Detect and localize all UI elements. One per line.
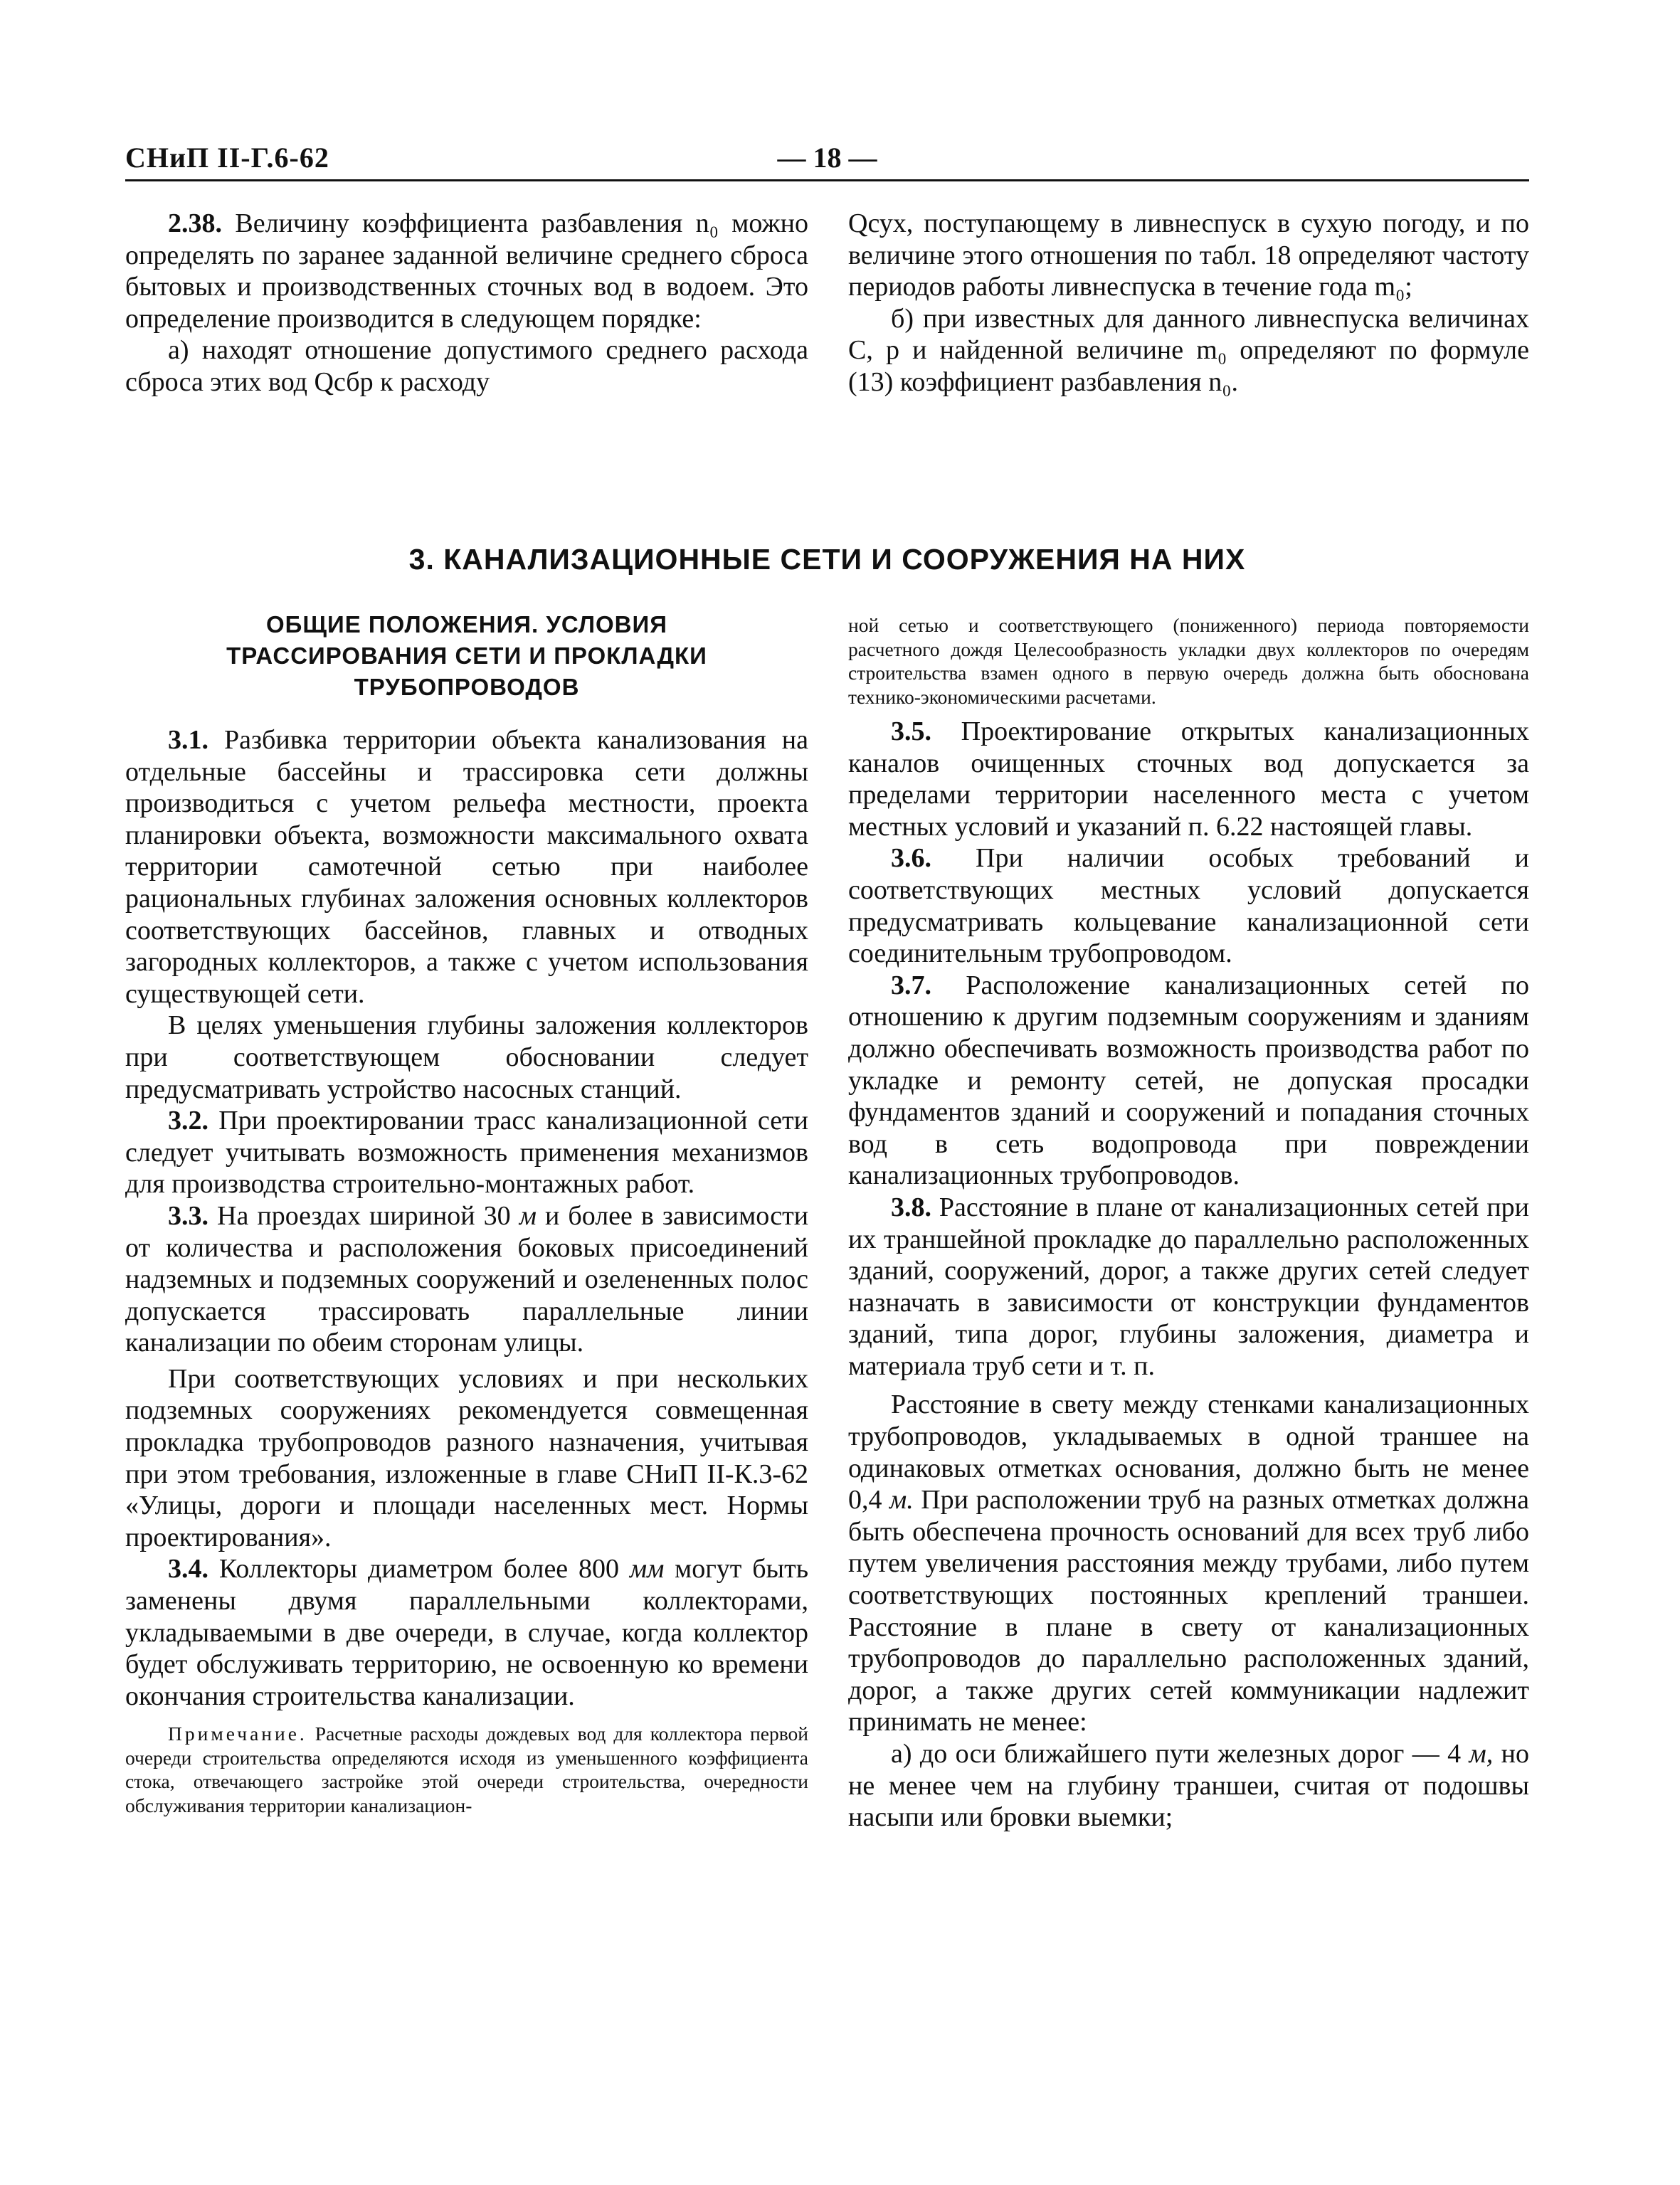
- clause-number: 2.38.: [168, 208, 222, 238]
- paragraph-text: Коллекторы диаметром более 800: [218, 1554, 619, 1584]
- paragraph-text: но не менее чем на глубину траншеи, считая от подошвы насыпи или бровки выемки;: [848, 1739, 1530, 1833]
- paragraph-2-38-a: [125, 334, 808, 398]
- paragraph-text: могут быть заменены двумя параллельными коллекторами, укладываемыми в две очереди, в случае, когда коллектор будет обслуживать территорию, не освоенную ко времени окончания строительства канализации.: [125, 1554, 809, 1711]
- paragraph-3-6: [848, 842, 1529, 969]
- paragraph-3-8-b: [848, 1389, 1529, 1738]
- paragraph-text: На проездах шириной 30: [217, 1200, 511, 1231]
- unit: м,: [1469, 1739, 1494, 1769]
- paragraph-2-38-b: [848, 303, 1529, 398]
- note-text: ной сетью и соответствующего (пониженного) периода повторяемости расчетного дождя Целесообразность укладки двух коллекторов по очередям строительства взамен одного в первую очередь должна быть обоснована технико-экономическими расчетами.: [848, 614, 1529, 708]
- subsection-title-line: ТРАССИРОВАНИЯ СЕТИ И ПРОКЛАДКИ: [226, 642, 707, 669]
- unit: мм: [629, 1554, 665, 1584]
- paragraph-text: б) при известных для данного ливнеспуска величинах C, p и найденной величине m₀ определяют по формуле (13) коэффициент разбавления n₀.: [848, 303, 1529, 397]
- paragraph-text: При соответствующих условиях и при нескольких подземных сооружениях рекомендуется совмещенная прокладка трубопроводов разного назначения, учитывая при этом требования, изложенные в главе СНиП II-К.3-62 «Улицы, дороги и площади населенных мест. Нормы проектирования».: [125, 1363, 808, 1552]
- document-code: СНиП II-Г.6-62: [125, 142, 329, 174]
- paragraph-3-7: [848, 970, 1529, 1192]
- paragraph-2-38: [125, 208, 808, 334]
- paragraph-3-5: [848, 716, 1529, 842]
- paragraph-3-3: [125, 1200, 808, 1359]
- paragraph-text: Разбивка территории объекта канализования на отдельные бассейны и трассировка сети должны производиться с учетом рельефа местности, проекта планировки объекта, возможности максимального охвата территории самотечной сетью при наиболее рациональных глубинах заложения основных коллекторов соответствующих бассейнов, главных и отводных загородных коллекторов, а также с учетом использования существующей сети.: [125, 725, 808, 1009]
- subsection-title-line: ОБЩИЕ ПОЛОЖЕНИЯ. УСЛОВИЯ: [266, 611, 667, 637]
- clause-number: 3.2.: [168, 1106, 208, 1136]
- paragraph-3-1: [125, 724, 808, 1010]
- clause-number: 3.1.: [168, 725, 208, 755]
- paragraph-3-4: [125, 1553, 808, 1712]
- top-left-column: [125, 208, 808, 398]
- unit: м: [519, 1200, 537, 1231]
- paragraph-text: а) находят отношение допустимого среднего расхода сброса этих вод Qсбр к расходу: [125, 335, 808, 397]
- paragraph-3-1-b: [125, 1010, 808, 1105]
- paragraph-text: а) до оси ближайшего пути железных дорог — 4: [891, 1739, 1462, 1769]
- clause-number: 3.5.: [891, 716, 931, 746]
- right-column: [848, 613, 1529, 1834]
- clause-number: 3.8.: [891, 1192, 931, 1222]
- paragraph-text: При проектировании трасс канализационной сети следует учитывать возможность применения механизмов для производства строительно-монтажных работ.: [125, 1106, 808, 1200]
- top-right-column: [848, 208, 1529, 398]
- clause-number: 3.7.: [891, 970, 931, 1000]
- subsection-title: [125, 609, 808, 703]
- paragraph-text: Величину коэффициента разбавления n₀ можно определять по заранее заданной величине среднего сброса бытовых и производственных сточных вод в водоем. Это определение производится в следующем порядке:: [125, 208, 809, 334]
- paragraph-text: Qсух, поступающему в ливнеспуск в сухую погоду, и по величине этого отношения по табл. 18 определяют частоту периодов работы ливнеспуска в течение года m₀;: [848, 208, 1529, 302]
- paragraph-text: и более в зависимости от количества и расположения боковых присоединений надземных и подземных сооружений и озелененных полос допускается трассировать параллельные линии канализации по обеим сторонам улицы.: [125, 1200, 809, 1358]
- paragraph-3-8-c: [848, 1738, 1529, 1834]
- page-header: [125, 139, 1529, 176]
- paragraph-text: При расположении труб на разных отметках должна быть обеспечена прочность оснований для всех труб либо путем увеличения расстояния между трубами, либо путем соответствующих постоянных креплений траншеи. Расстояние в плане в свету от канализационных трубопроводов до параллельно расположенных зданий, дорог, а также других сетей коммуникации надлежит принимать не менее:: [848, 1485, 1529, 1737]
- paragraph-text: Расстояние в свету между стенками канализационных трубопроводов, укладываемых в одной траншее на одинаковых отметках основания, должно быть не менее 0,4: [848, 1390, 1529, 1515]
- paragraph-3-3-b: [125, 1363, 808, 1554]
- clause-number: 3.6.: [891, 843, 931, 874]
- section-title: 3. КАНАЛИЗАЦИОННЫЕ СЕТИ И СООРУЖЕНИЯ НА НИХ: [408, 543, 1246, 576]
- subsection-title-line: ТРУБОПРОВОДОВ: [354, 674, 580, 700]
- left-column: [125, 724, 808, 1817]
- header-rule: [125, 179, 1529, 181]
- paragraph-text: В целях уменьшения глубины заложения коллекторов при соответствующем обосновании следует предусматривать устройство насосных станций.: [125, 1010, 808, 1104]
- note-text: Расчетные расходы дождевых вод для коллектора первой очереди строительства определяются исходя из уменьшенного коэффициента стока, отвечающего застройке этой очереди строительства, очередности обслуживания территории канализацион-: [125, 1723, 808, 1816]
- paragraph-text: Расположение канализационных сетей по отношению к другим подземным сооружениям и зданиям должно обеспечивать возможность производства работ по укладке и ремонту сетей, не допуская просадки фундаментов зданий и сооружений и попадания сточных вод в сеть водопровода при повреждении канализационных трубопроводов.: [848, 970, 1529, 1191]
- paragraph-3-2: [125, 1105, 808, 1200]
- clause-number: 3.3.: [168, 1200, 208, 1231]
- note-label: Примечание.: [168, 1723, 307, 1745]
- note-continuation: [848, 613, 1529, 709]
- unit: м.: [889, 1485, 914, 1515]
- paragraph-text: Расстояние в плане от канализационных сетей при их траншейной прокладке до параллельно расположенных зданий, сооружений, дорог, а также других сетей следует назначать в зависимости от конструкции фундаментов зданий, типа дорог, глубины заложения, диаметра и материала труб сети и т. п.: [848, 1192, 1530, 1381]
- paragraph-text: При наличии особых требований и соответствующих местных условий допускается предусматривать кольцевание канализационной сети соединительным трубопроводом.: [848, 843, 1529, 969]
- paragraph-3-8: [848, 1192, 1529, 1382]
- paragraph-2-38-cont: [848, 208, 1529, 303]
- paragraph-text: Проектирование открытых канализационных каналов очищенных сточных вод допускается за пределами территории населенного места с учетом местных условий и указаний п. 6.22 настоящей главы.: [848, 716, 1529, 842]
- page-number: — 18 —: [777, 142, 877, 174]
- clause-number: 3.4.: [168, 1554, 208, 1584]
- note: [125, 1722, 808, 1817]
